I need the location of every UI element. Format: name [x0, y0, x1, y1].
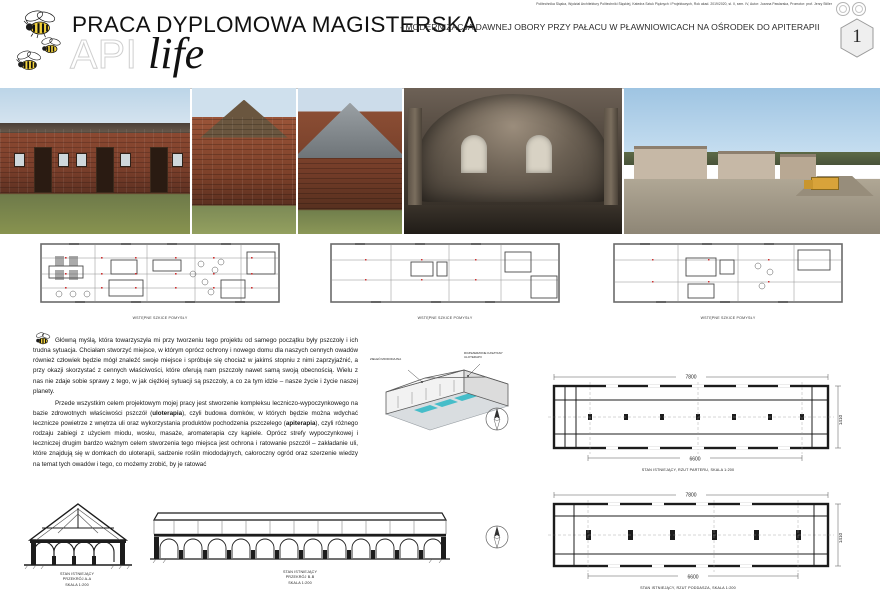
technical-plan-attic-caption: STAN ISTNIEJĄCY, RZUT PODDASZA, SKALA 1:200 — [640, 586, 736, 590]
bee-illustrations — [12, 10, 70, 80]
photo-barn-end-grey-roof — [298, 88, 402, 234]
university-seal-icon-1 — [836, 2, 850, 16]
bee-icon-medium — [14, 50, 44, 76]
photo-vaulted-brick-interior — [404, 88, 622, 234]
cross-section-caption-line2: PRZEKRÓJ A-A — [62, 577, 92, 582]
cross-section-caption — [22, 572, 132, 588]
logo-life-text: life — [148, 29, 205, 78]
svg-text:1410: 1410 — [838, 414, 843, 426]
page-number-badge — [840, 18, 874, 58]
longitudinal-section-caption-line2: PRZEKRÓJ B-B — [285, 575, 315, 580]
longitudinal-section-drawing — [150, 500, 450, 572]
logo-api-text: API — [70, 31, 138, 77]
axonometric-concept-diagram — [368, 352, 513, 447]
paragraph-one-text: Główną myślą, która towarzyszyła mi przy tworzeniu tego projektu od samego początku były pszczoły i ich trudna sytuacja. Chciałam stworzyć miejsce, w którym oprócz ochrony i nowego domu dla naszych cennych owadów również człowiek będzie mógł znaleźć swoje miejsce i spróbuje się chociaż w jakimś stopniu z nimi zaprzyjaźnić, a przy okazji skorzystać z cennych właściwości, które oferują nam pszczoły nawet samą swoją obecnością. Wielu z nas nie zdaje sobie sprawy z tego, w jak ciężkiej sytuacji są pszczoły, a co za tym idzie – nasze życie i życie naszej planety. — [33, 337, 358, 395]
axo-label-right: ROZSZERZONE KASZTANY ULOTERAPII — [464, 351, 503, 359]
longitudinal-section-caption-line3: SKALA 1:200 — [288, 580, 312, 585]
svg-text:7800: 7800 — [685, 492, 697, 499]
page-title: PRACA DYPLOMOWA MAGISTERSKA — [72, 12, 478, 37]
longitudinal-section-caption-line1: STAN ISTNIEJĄCY — [282, 570, 318, 574]
technical-plan-ground-floor-caption: STAN ISTNIEJĄCY, RZUT PARTERU, SKALA 1:200 — [641, 468, 735, 472]
page-number-value: 1 — [852, 26, 862, 47]
sketch-plan-upper-level — [608, 236, 848, 320]
svg-text:6600: 6600 — [687, 574, 699, 581]
sketch-plans-row — [0, 236, 880, 332]
cross-section-caption-line1: STAN ISTNIEJĄCY — [59, 572, 95, 576]
poster-header — [0, 0, 880, 89]
axo-label-left: ZIELEŃ MIODODAJNA — [370, 357, 402, 361]
paragraph-two-part-a: Przede wszystkim celem projektowym mojej pracy jest stworzenie kompleksu leczniczo-wypoczynkowego na bazie zdrowotnych właściwości pszczół ( — [33, 399, 358, 417]
technical-plan-attic — [528, 486, 848, 590]
svg-text:6600: 6600 — [689, 456, 701, 463]
photo-brick-barn-long-facade — [0, 88, 190, 234]
sketch-plan-1-caption: WSTĘPNE SZKICE POMYSŁY — [132, 316, 188, 320]
sketch-plan-2-caption: WSTĘPNE SZKICE POMYSŁY — [417, 316, 473, 320]
svg-text:1410: 1410 — [838, 532, 843, 544]
paragraph-two-part-c: ), czyli różnego rodzaju zabiegi z użyciem miodu, wosku, masaże, aromaterapia czy kąpiele. Oprócz strefy wypoczynkowej i leczniczej drugim bardzo ważnym celem stworzenia tego miejsca jest ochrona i ratowanie pszczół – zakładanie uli, które znajdują się w domkach do uloterapii, sadzenie roślin miododajnych, całoroczny ogród oraz szerzenie wiedzy na temat tych owadów i tego, co możemy zrobić, by je ratować — [33, 420, 359, 468]
university-seal-icon-2 — [852, 2, 866, 16]
photo-strip — [0, 88, 880, 234]
bee-icon-large — [20, 10, 60, 40]
sketch-plan-garden-level — [325, 236, 565, 320]
cross-section-caption-line3: SKALA 1:200 — [65, 582, 89, 587]
term-uloterapia: uloterapia — [152, 409, 183, 417]
page-subtitle: - MODERNIZACJA DAWNEJ OBORY PRZY PAŁACU W PŁAWNIOWICACH NA OŚRODEK DO APITERAPII — [400, 22, 820, 32]
longitudinal-section-caption — [230, 570, 370, 586]
paragraph-two — [33, 399, 358, 470]
photo-brick-barn-gable-detail — [192, 88, 296, 234]
university-credit-line: Politechnika Śląska, Wydział Architektury Politechniki Śląskiej, Katedra Sztuk Pięknych i Projektowych, Rok akad. 2019/2020, sł. II, sem. IV, Autor: Joanna Pawlarska, Promotor: prof. Jerzy Stiller — [536, 2, 832, 6]
paragraph-one — [33, 336, 358, 397]
paragraph-two-part-b: ), czyli budowa domków, w których będzie można wdychać lecznicze powietrze z wnętrza uli oraz wykorzystania produktów pochodzenia pszczelego ( — [33, 409, 358, 427]
compass-rose-poddasze — [484, 524, 510, 550]
photo-courtyard-outbuildings — [624, 88, 880, 234]
compass-rose-parter — [484, 406, 510, 432]
term-apiterapia: apiterapia — [285, 420, 316, 427]
cross-section-drawing — [22, 500, 134, 572]
sketch-plan-ground-floor — [35, 236, 285, 320]
technical-plan-ground-floor — [528, 368, 848, 472]
thesis-description-text — [33, 336, 358, 470]
sketch-plan-3-caption: WSTĘPNE SZKICE POMYSŁY — [700, 316, 756, 320]
university-seals — [836, 1, 876, 15]
svg-text:7800: 7800 — [685, 374, 697, 381]
